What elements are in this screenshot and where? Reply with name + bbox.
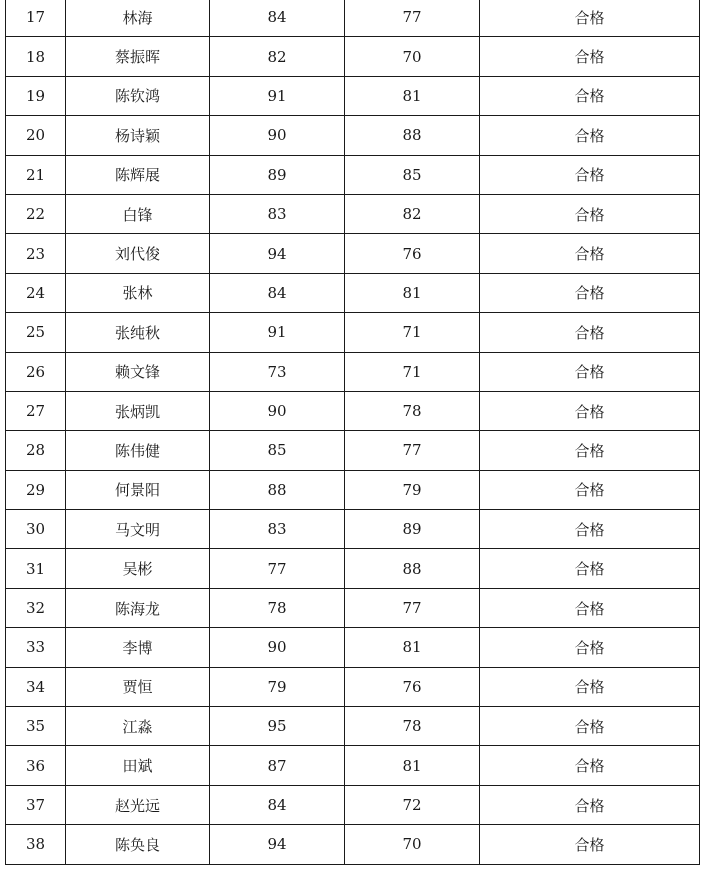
table-body	[6, 0, 700, 864]
score-2-cell: 88	[345, 116, 480, 155]
candidate-name-cell: 杨诗颖	[66, 116, 210, 155]
row-number-cell: 31	[6, 549, 66, 588]
score-1-cell: 94	[210, 234, 345, 273]
result-status-cell: 合格	[480, 76, 700, 115]
score-1-cell: 94	[210, 825, 345, 864]
row-number-cell: 17	[6, 0, 66, 37]
result-status-cell: 合格	[480, 707, 700, 746]
score-1-cell: 78	[210, 588, 345, 627]
row-number-cell: 36	[6, 746, 66, 785]
table-row	[6, 510, 700, 549]
candidate-name-cell: 刘代俊	[66, 234, 210, 273]
result-status-cell: 合格	[480, 825, 700, 864]
table-row	[6, 194, 700, 233]
score-2-cell: 77	[345, 588, 480, 627]
candidate-name-cell: 李博	[66, 628, 210, 667]
score-2-cell: 70	[345, 825, 480, 864]
row-number-cell: 25	[6, 313, 66, 352]
result-status-cell: 合格	[480, 667, 700, 706]
score-2-cell: 81	[345, 273, 480, 312]
candidate-name-cell: 张纯秋	[66, 313, 210, 352]
score-2-cell: 89	[345, 510, 480, 549]
row-number-cell: 22	[6, 194, 66, 233]
row-number-cell: 33	[6, 628, 66, 667]
table-row	[6, 352, 700, 391]
result-status-cell: 合格	[480, 0, 700, 37]
score-2-cell: 81	[345, 76, 480, 115]
score-table	[5, 0, 700, 865]
score-1-cell: 88	[210, 470, 345, 509]
score-2-cell: 82	[345, 194, 480, 233]
score-2-cell: 81	[345, 746, 480, 785]
score-2-cell: 77	[345, 0, 480, 37]
candidate-name-cell: 林海	[66, 0, 210, 37]
result-status-cell: 合格	[480, 510, 700, 549]
score-1-cell: 90	[210, 391, 345, 430]
candidate-name-cell: 赵光远	[66, 785, 210, 824]
score-1-cell: 90	[210, 628, 345, 667]
score-1-cell: 83	[210, 194, 345, 233]
score-2-cell: 76	[345, 667, 480, 706]
result-status-cell: 合格	[480, 352, 700, 391]
result-status-cell: 合格	[480, 155, 700, 194]
score-1-cell: 84	[210, 273, 345, 312]
result-status-cell: 合格	[480, 549, 700, 588]
candidate-name-cell: 张林	[66, 273, 210, 312]
row-number-cell: 37	[6, 785, 66, 824]
row-number-cell: 24	[6, 273, 66, 312]
table-row	[6, 707, 700, 746]
row-number-cell: 18	[6, 37, 66, 76]
table-row	[6, 785, 700, 824]
score-1-cell: 85	[210, 431, 345, 470]
score-2-cell: 76	[345, 234, 480, 273]
row-number-cell: 28	[6, 431, 66, 470]
row-number-cell: 34	[6, 667, 66, 706]
score-2-cell: 78	[345, 391, 480, 430]
score-2-cell: 70	[345, 37, 480, 76]
candidate-name-cell: 何景阳	[66, 470, 210, 509]
result-status-cell: 合格	[480, 391, 700, 430]
score-2-cell: 78	[345, 707, 480, 746]
candidate-name-cell: 张炳凯	[66, 391, 210, 430]
candidate-name-cell: 蔡振晖	[66, 37, 210, 76]
score-2-cell: 88	[345, 549, 480, 588]
candidate-name-cell: 田斌	[66, 746, 210, 785]
score-1-cell: 73	[210, 352, 345, 391]
table-row	[6, 628, 700, 667]
table-row	[6, 391, 700, 430]
candidate-name-cell: 赖文锋	[66, 352, 210, 391]
result-status-cell: 合格	[480, 588, 700, 627]
row-number-cell: 23	[6, 234, 66, 273]
result-status-cell: 合格	[480, 746, 700, 785]
score-1-cell: 87	[210, 746, 345, 785]
score-1-cell: 84	[210, 785, 345, 824]
row-number-cell: 20	[6, 116, 66, 155]
candidate-name-cell: 陈辉展	[66, 155, 210, 194]
score-1-cell: 79	[210, 667, 345, 706]
result-status-cell: 合格	[480, 273, 700, 312]
result-status-cell: 合格	[480, 313, 700, 352]
candidate-name-cell: 江淼	[66, 707, 210, 746]
table-row	[6, 0, 700, 37]
table-row	[6, 470, 700, 509]
table-row	[6, 37, 700, 76]
table-row	[6, 234, 700, 273]
row-number-cell: 35	[6, 707, 66, 746]
row-number-cell: 29	[6, 470, 66, 509]
score-2-cell: 72	[345, 785, 480, 824]
table-row	[6, 273, 700, 312]
candidate-name-cell: 陈伟健	[66, 431, 210, 470]
candidate-name-cell: 陈奂良	[66, 825, 210, 864]
score-2-cell: 77	[345, 431, 480, 470]
score-1-cell: 91	[210, 76, 345, 115]
table-row	[6, 116, 700, 155]
row-number-cell: 30	[6, 510, 66, 549]
row-number-cell: 38	[6, 825, 66, 864]
row-number-cell: 32	[6, 588, 66, 627]
row-number-cell: 27	[6, 391, 66, 430]
candidate-name-cell: 白锋	[66, 194, 210, 233]
table-row	[6, 431, 700, 470]
table-row	[6, 825, 700, 864]
score-1-cell: 84	[210, 0, 345, 37]
candidate-name-cell: 陈海龙	[66, 588, 210, 627]
score-2-cell: 79	[345, 470, 480, 509]
score-2-cell: 71	[345, 352, 480, 391]
result-status-cell: 合格	[480, 194, 700, 233]
table-row	[6, 588, 700, 627]
table-row	[6, 549, 700, 588]
result-status-cell: 合格	[480, 628, 700, 667]
result-status-cell: 合格	[480, 37, 700, 76]
result-status-cell: 合格	[480, 116, 700, 155]
row-number-cell: 26	[6, 352, 66, 391]
table-row	[6, 746, 700, 785]
score-1-cell: 91	[210, 313, 345, 352]
score-1-cell: 95	[210, 707, 345, 746]
row-number-cell: 21	[6, 155, 66, 194]
score-2-cell: 85	[345, 155, 480, 194]
candidate-name-cell: 陈钦鸿	[66, 76, 210, 115]
table-row	[6, 667, 700, 706]
result-status-cell: 合格	[480, 234, 700, 273]
result-status-cell: 合格	[480, 431, 700, 470]
row-number-cell: 19	[6, 76, 66, 115]
score-1-cell: 77	[210, 549, 345, 588]
candidate-name-cell: 吴彬	[66, 549, 210, 588]
result-status-cell: 合格	[480, 470, 700, 509]
score-2-cell: 71	[345, 313, 480, 352]
table-row	[6, 313, 700, 352]
score-1-cell: 90	[210, 116, 345, 155]
candidate-name-cell: 贾恒	[66, 667, 210, 706]
score-2-cell: 81	[345, 628, 480, 667]
result-status-cell: 合格	[480, 785, 700, 824]
score-1-cell: 82	[210, 37, 345, 76]
candidate-name-cell: 马文明	[66, 510, 210, 549]
score-1-cell: 83	[210, 510, 345, 549]
score-1-cell: 89	[210, 155, 345, 194]
table-row	[6, 76, 700, 115]
table-row	[6, 155, 700, 194]
